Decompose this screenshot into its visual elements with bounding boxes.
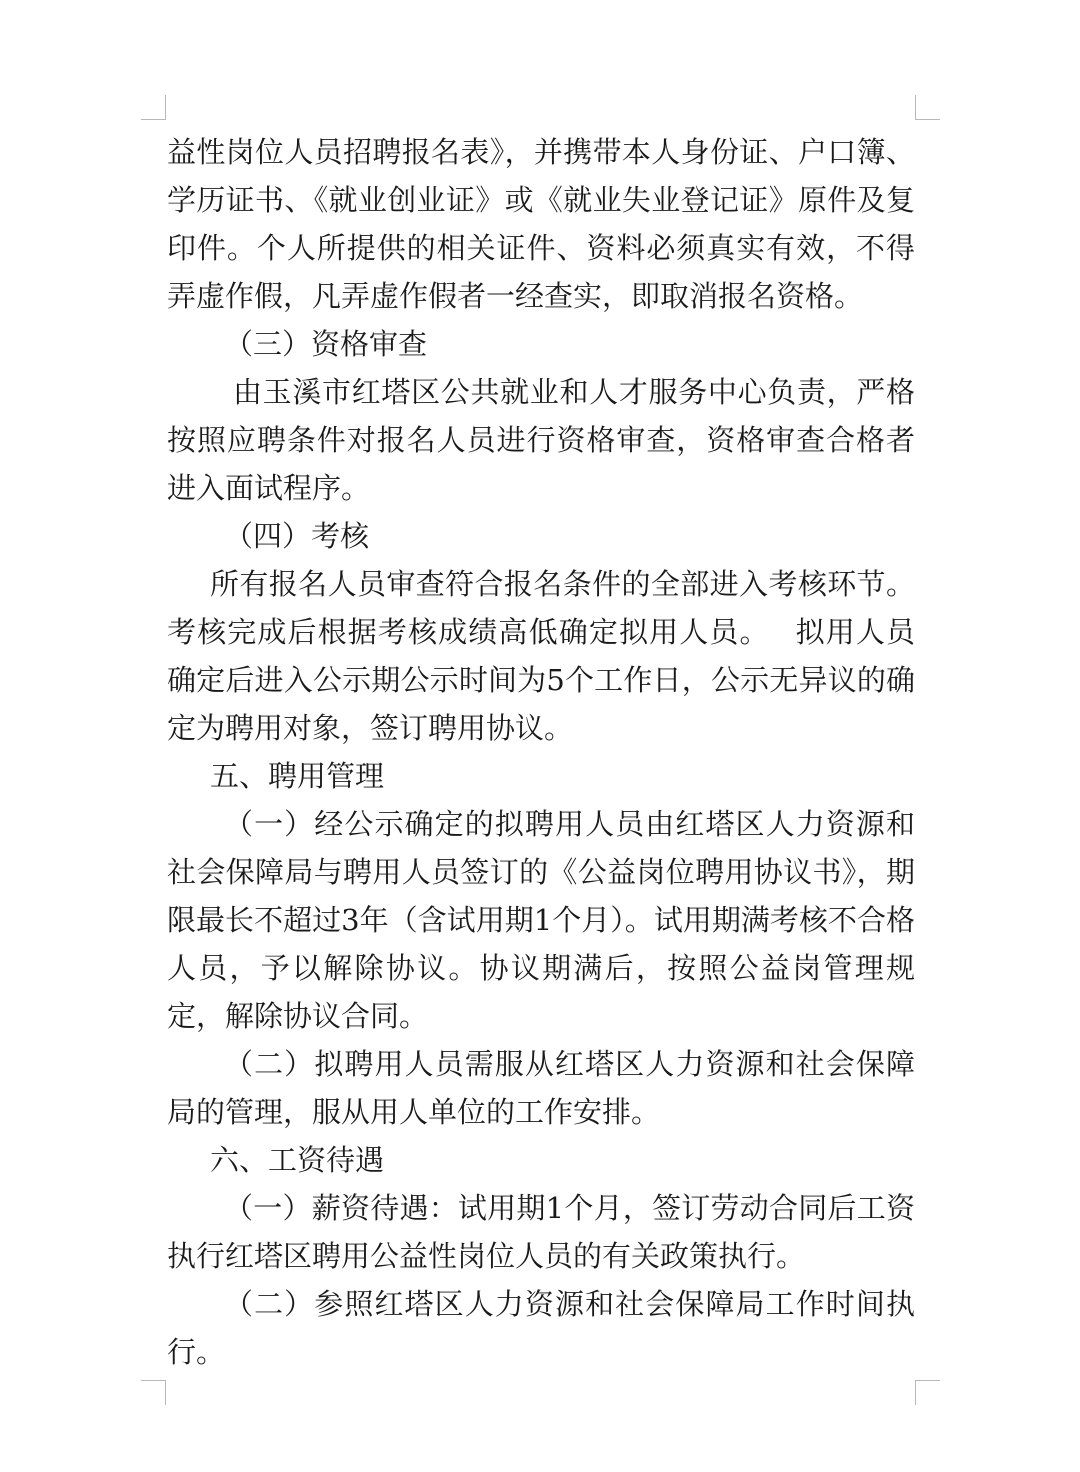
section-heading-employment-management: 五、聘用管理 (210, 759, 385, 793)
paragraph-assessment: 所有报名人员审查符合报名条件的全部进入考核环节。考核完成后根据考核成绩高低确定拟用人员。 拟用人员确定后进入公示期公示时间为5个工作日，公示无异议的确定为聘用对象，签订聘用协议。 (167, 567, 915, 745)
paragraph-employment-management-2: （二）拟聘用人员需服从红塔区人力资源和社会保障局的管理，服从用人单位的工作安排。 (167, 1047, 915, 1129)
margin-mark-top-right (915, 95, 940, 120)
document-body (167, 128, 915, 1376)
paragraph-salary-2: （二）参照红塔区人力资源和社会保障局工作时间执行。 (167, 1287, 915, 1369)
margin-mark-top-left (141, 95, 166, 120)
section-heading-assessment: （四）考核 (224, 519, 370, 553)
section-heading-salary: 六、工资待遇 (210, 1143, 385, 1177)
paragraph-employment-management-1: （一）经公示确定的拟聘用人员由红塔区人力资源和社会保障局与聘用人员签订的《公益岗位聘用协议书》，期限最长不超过3年（含试用期1个月）。试用期满考核不合格人员，予以解除协议。协议期满后，按照公益岗管理规定，解除协议合同。 (167, 807, 915, 1033)
section-heading-qualification-review: （三）资格审查 (224, 327, 428, 361)
margin-mark-bottom-left (141, 1380, 166, 1405)
paragraph-salary-1: （一）薪资待遇：试用期1个月，签订劳动合同后工资执行红塔区聘用公益性岗位人员的有关政策执行。 (167, 1191, 915, 1273)
paragraph-registration-materials: 益性岗位人员招聘报名表》，并携带本人身份证、户口簿、学历证书、《就业创业证》或《就业失业登记证》原件及复印件。个人所提供的相关证件、资料必须真实有效，不得弄虚作假，凡弄虚作假者一经查实，即取消报名资格。 (167, 135, 915, 313)
paragraph-qualification-review: 由玉溪市红塔区公共就业和人才服务中心负责，严格按照应聘条件对报名人员进行资格审查，资格审查合格者进入面试程序。 (167, 375, 915, 505)
margin-mark-bottom-right (915, 1380, 940, 1405)
